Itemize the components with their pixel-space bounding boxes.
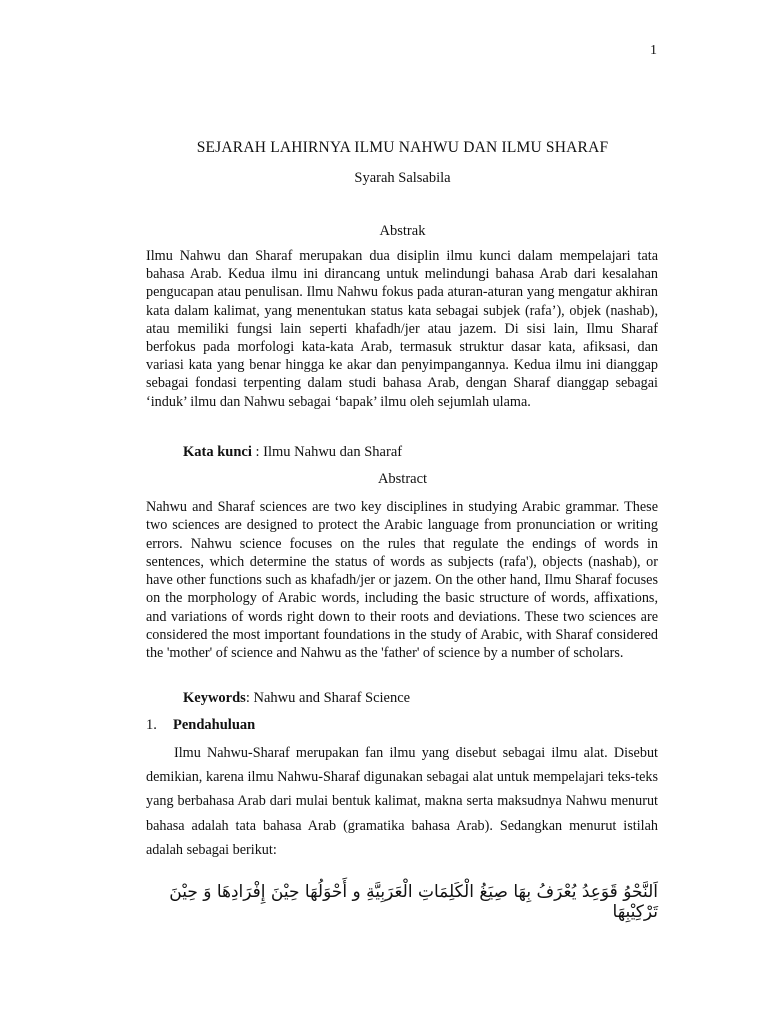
section-number: 1. [146,717,157,733]
paper-title: SEJARAH LAHIRNYA ILMU NAHWU DAN ILMU SHARAF [196,139,609,156]
keywords-separator: : [245,690,254,706]
section-title: Pendahuluan [173,717,256,733]
page-number: 1 [650,43,657,58]
abstract-heading: Abstract [377,471,428,487]
abstract-body: Nahwu and Sharaf sciences are two key disciplines in studying Arabic grammar. These two sciences are designed to protect the Arabic language from pronunciation or writing errors. Nahwu science focuses on the rules that regulate the endings of words in sentences, which determine the status of words as subjects (rafa'), objects (nashab), or have other functions such as khafadh/jer or jazem. On the other hand, Ilmu Sharaf focuses on the morphology of Arabic words, including the basic structure of words, affixations, and variations of words right down to their roots and deviations. These two sciences are considered the most important foundations in the study of Arabic, with Sharaf considered the 'mother' of science and Nahwu as the 'father' of science by a number of scholars. [146,499,658,662]
kata-kunci-line [183,444,402,461]
keywords-label: Keywords [183,690,246,706]
section-heading-pendahuluan [146,717,255,734]
keywords-value: Nahwu and Sharaf Science [253,690,411,706]
author-name: Syarah Salsabila [354,170,451,186]
abstrak-body: Ilmu Nahwu dan Sharaf merupakan dua disiplin ilmu kunci dalam mempelajari tata bahasa Arab. Kedua ilmu ini dirancang untuk melindungi bahasa Arab dari kesalahan pengucapan atau penulisan. Ilmu Nahwu fokus pada aturan-aturan yang mengatur akhiran kata dalam kalimat, yang menentukan status kata sebagai subjek (rafa’), objek (nashab), atau memiliki fungsi lain seperti khafadh/jer atau jazem. Di sisi lain, Ilmu Sharaf berfokus pada morfologi kata-kata Arab, termasuk struktur dasar kata, afiksasi, dan variasi kata yang benar hingga ke akar dan penyimpangannya. Kedua ilmu ini dianggap sebagai fondasi terpenting dalam studi bahasa Arab, dengan Sharaf dianggap sebagai ‘induk’ ilmu dan Nahwu sebagai ‘bapak’ ilmu oleh sejumlah ulama. [146,248,658,410]
pendahuluan-body: Ilmu Nahwu-Sharaf merupakan fan ilmu yang disebut sebagai ilmu alat. Disebut demikian, karena ilmu Nahwu-Sharaf digunakan sebagai alat untuk mempelajari teks-teks yang berbahasa Arab dari mulai bentuk kalimat, makna serta maksudnya Nahwu menurut bahasa adalah tata bahasa Arab (gramatika bahasa Arab). Sedangkan menurut istilah adalah sebagai berikut: [146,745,658,858]
arabic-definition: اَلنَّحْوُ قَوَعِدُ يُعْرَفُ بِهَا صِيَغُ الْكَلِمَاتِ الْعَرَبِيَّةِ و أَحْوَلُهَا حِيْنَ إِفْرَادِهَا وَ حِيْنَ تَرْكِيْبِهَا [169,882,658,922]
keywords-line [183,690,410,707]
abstrak-heading: Abstrak [379,223,426,239]
kata-kunci-value: Ilmu Nahwu dan Sharaf [263,444,403,460]
kata-kunci-separator: : [251,444,264,460]
kata-kunci-label: Kata kunci [183,444,252,460]
